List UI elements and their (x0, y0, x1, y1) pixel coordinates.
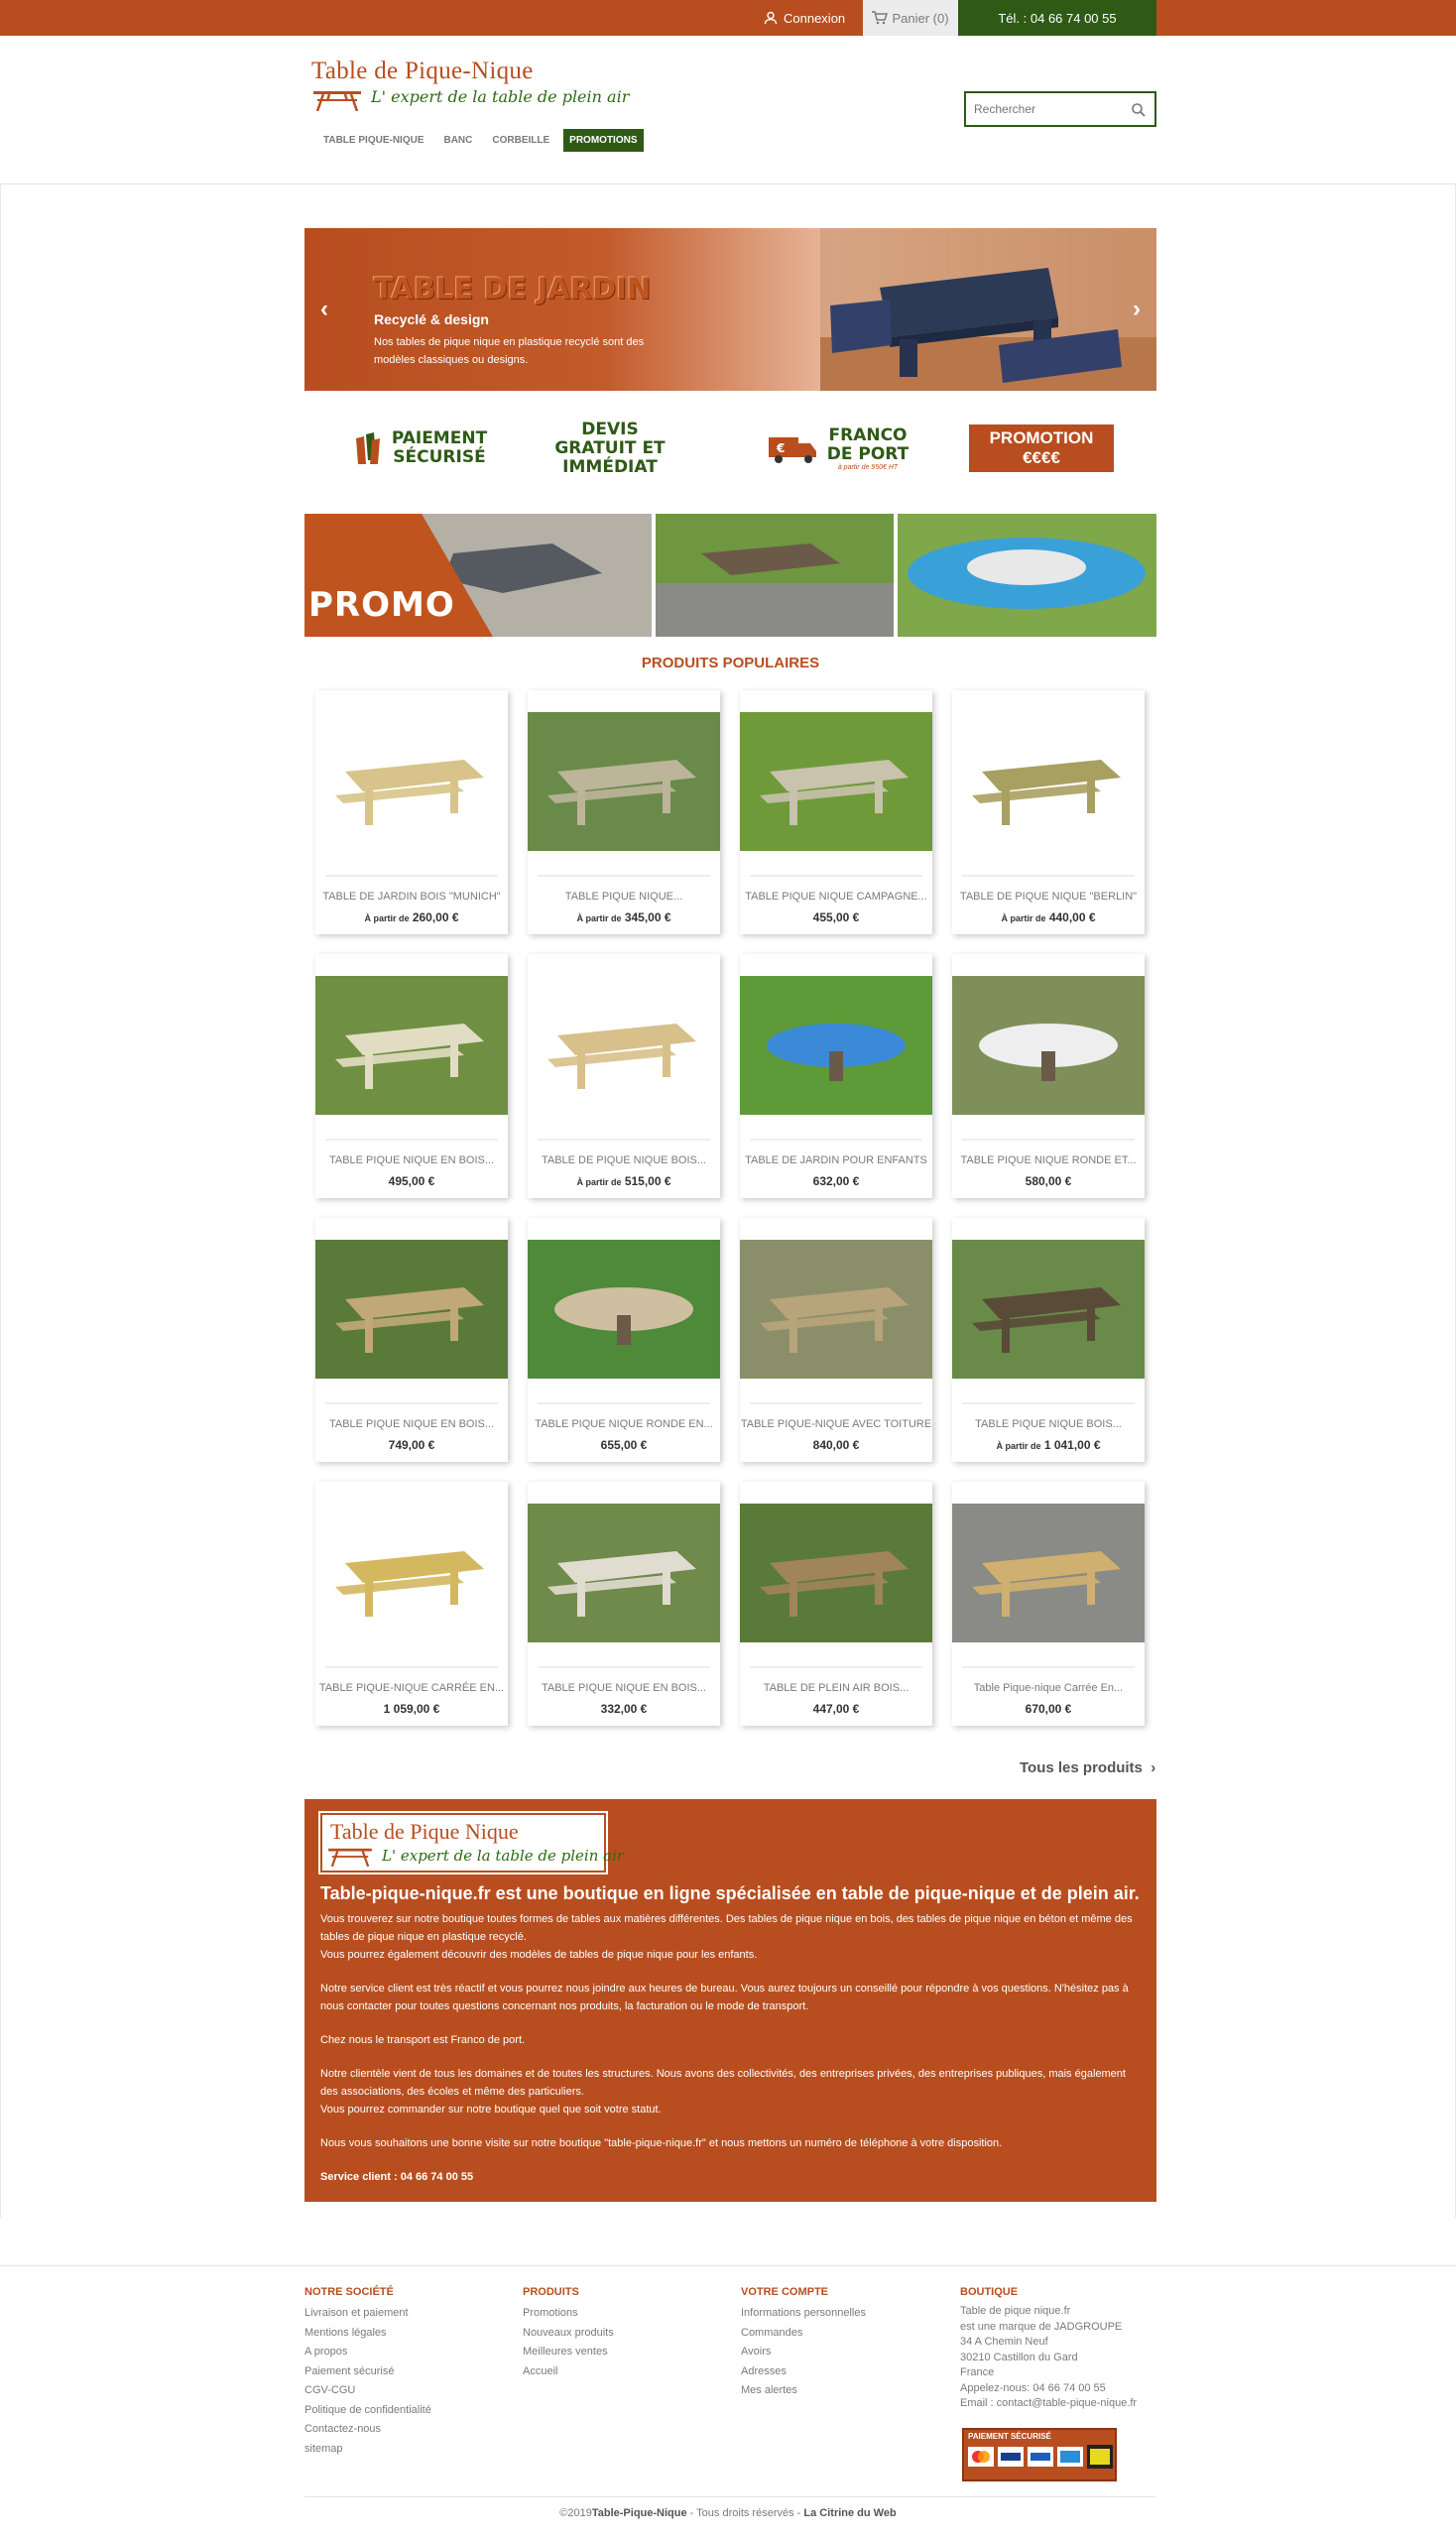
copyright-rest: - Tous droits réservés - (686, 2507, 804, 2519)
store-info-line: est une marque de JADGROUPE (960, 2320, 1123, 2333)
product-price (528, 1438, 720, 1452)
product-name[interactable]: TABLE PIQUE NIQUE RONDE EN... (535, 1418, 713, 1430)
feature-free-shipping (767, 417, 910, 480)
copyright-year: ©2019 (559, 2507, 592, 2519)
product-price (740, 1174, 932, 1188)
product-image[interactable] (528, 712, 720, 851)
product-price (315, 1174, 508, 1188)
footer-link[interactable]: Informations personnelles (741, 2307, 866, 2319)
product-card[interactable] (315, 690, 508, 934)
hero-slider (304, 228, 1156, 391)
card-divider (325, 1139, 498, 1141)
footer-link[interactable]: Paiement sécurisé (304, 2364, 395, 2377)
card-divider (750, 875, 922, 877)
logo-tagline: L' expert de la table de plein air (371, 87, 630, 106)
card-divider (750, 1139, 922, 1141)
promo-banner[interactable] (304, 514, 1156, 637)
about-p2: Notre service client est très réactif et vous pourrez nous joindre aux heures de bureau. Vous aurez toujours un conseillé pour répondre à vos questions. N'hésitez pas à nous contacter pour toutes questions concernant nos produits, la facturation ou le mode de transport. (320, 1983, 1129, 2012)
product-name[interactable]: TABLE PIQUE NIQUE BOIS... (975, 1418, 1122, 1430)
footer-link[interactable]: Commandes (741, 2326, 803, 2339)
about-p4: Notre clientèle vient de tous les domaines et de toutes les structures. Nous avons des collectivités, des entreprises privées, des entreprises publiques, mais également des associations, des écoles et même des particuliers. (320, 2068, 1126, 2098)
card-divider (538, 1666, 710, 1668)
card-divider (325, 1666, 498, 1668)
price-value: 515,00 € (624, 1174, 671, 1188)
footer-link[interactable]: Meilleures ventes (523, 2346, 608, 2358)
copyright-agency[interactable]: La Citrine du Web (803, 2507, 897, 2519)
product-card[interactable] (740, 1482, 932, 1726)
price-value: 455,00 € (812, 910, 860, 924)
footer-link[interactable]: Mentions légales (304, 2326, 387, 2339)
product-price (952, 1702, 1145, 1716)
nav-table-pique-nique[interactable]: TABLE PIQUE-NIQUE (323, 135, 425, 146)
card-divider (962, 1402, 1135, 1404)
footer-col-products-title: PRODUITS (523, 2286, 579, 2298)
product-image[interactable] (528, 976, 720, 1115)
product-image[interactable] (740, 712, 932, 851)
footer-link[interactable]: CGV-CGU (304, 2384, 356, 2396)
price-value: 580,00 € (1025, 1174, 1072, 1188)
feature-promotion-euros: €€€€ (1023, 448, 1060, 467)
product-card[interactable] (740, 690, 932, 934)
footer-col-company-title: NOTRE SOCIÉTÉ (304, 2286, 394, 2298)
product-name[interactable]: Table Pique-nique Carrée En... (973, 1682, 1124, 1694)
product-card[interactable] (315, 1482, 508, 1726)
price-value: 345,00 € (624, 910, 671, 924)
login-label: Connexion (784, 10, 846, 26)
card-divider (962, 1139, 1135, 1141)
site-logo[interactable] (311, 58, 630, 117)
footer-link[interactable]: sitemap (304, 2442, 343, 2455)
product-image[interactable] (952, 1240, 1145, 1379)
slider-next-arrow[interactable]: › (1133, 296, 1141, 322)
footer-col-company (304, 2286, 503, 2459)
store-info-line: Appelez-nous: 04 66 74 00 55 (960, 2381, 1106, 2394)
price-value: 632,00 € (812, 1174, 860, 1188)
picnic-table-icon (328, 1847, 372, 1867)
footer-col-products (523, 2286, 721, 2381)
product-name[interactable]: TABLE DE PLEIN AIR BOIS... (763, 1682, 910, 1694)
footer-col-account (741, 2286, 939, 2401)
product-image[interactable] (528, 1504, 720, 1642)
product-price (315, 1702, 508, 1716)
price-value: 260,00 € (412, 910, 459, 924)
top-bar (0, 0, 1456, 36)
card-logos-icon (966, 2443, 1115, 2473)
card-divider (538, 1139, 710, 1141)
footer-link[interactable]: Accueil (523, 2364, 558, 2377)
product-image[interactable] (740, 1504, 932, 1642)
cart-icon (872, 11, 888, 25)
product-card[interactable] (528, 690, 720, 934)
price-from-label: À partir de (576, 1177, 622, 1187)
card-divider (538, 1402, 710, 1404)
product-card[interactable] (315, 1218, 508, 1462)
card-divider (325, 875, 498, 877)
product-card[interactable] (315, 954, 508, 1198)
nav-promotions[interactable]: PROMOTIONS (563, 129, 643, 152)
feature-free-shipping-label: FRANCO DE PORT (826, 424, 910, 464)
feature-promotion-label: PROMOTION (989, 428, 1094, 447)
payment-icon (352, 430, 382, 466)
price-from-label: À partir de (576, 913, 622, 923)
price-from-label: À partir de (1001, 913, 1046, 923)
nav-banc[interactable]: BANC (443, 135, 473, 146)
product-price (952, 1438, 1145, 1452)
footer-col-store-title: BOUTIQUE (960, 2286, 1019, 2298)
product-price (740, 1438, 932, 1452)
about-p1b: Vous pourrez également découvrir des modèles de tables de pique nique pour les enfants. (320, 1949, 758, 1961)
product-name[interactable]: TABLE PIQUE NIQUE... (564, 891, 683, 903)
store-info-line: Email : contact@table-pique-nique.fr (960, 2397, 1138, 2409)
footer-link[interactable]: Promotions (523, 2307, 578, 2319)
slider-prev-arrow[interactable]: ‹ (320, 296, 328, 322)
picnic-table-icon (313, 89, 361, 111)
price-value: 1 059,00 € (383, 1702, 440, 1716)
product-image[interactable] (952, 976, 1145, 1115)
feature-secure-payment (352, 417, 489, 480)
slider-subtitle: Recyclé & design (374, 311, 489, 327)
product-card[interactable] (528, 1218, 720, 1462)
copyright-brand[interactable]: Table-Pique-Nique (591, 2507, 687, 2519)
product-image[interactable] (740, 976, 932, 1115)
cart-link[interactable] (863, 0, 958, 36)
price-from-label: À partir de (364, 913, 410, 923)
product-image[interactable] (952, 712, 1145, 851)
product-name[interactable]: TABLE PIQUE NIQUE RONDE ET... (960, 1154, 1137, 1166)
product-name[interactable]: TABLE PIQUE-NIQUE AVEC TOITURE (740, 1418, 932, 1430)
all-products-label: Tous les produits (1020, 1759, 1143, 1776)
product-card[interactable] (952, 1482, 1145, 1726)
price-value: 447,00 € (812, 1702, 860, 1716)
product-card[interactable] (528, 1482, 720, 1726)
card-divider (750, 1402, 922, 1404)
store-info-line: 34 A Chemin Neuf (960, 2336, 1048, 2348)
about-logo (320, 1813, 625, 1873)
about-body (320, 1910, 1144, 2202)
features-strip (304, 417, 1156, 480)
feature-free-quote-label: DEVIS GRATUIT ET IMMÉDIAT (554, 419, 666, 477)
footer-link[interactable]: Livraison et paiement (304, 2307, 409, 2319)
product-card[interactable] (528, 954, 720, 1198)
product-card[interactable] (952, 690, 1145, 934)
search-box (964, 91, 1156, 127)
footer-col-store (960, 2286, 1158, 2412)
product-price (740, 910, 932, 924)
product-name[interactable]: TABLE DE JARDIN POUR ENFANTS (745, 1154, 927, 1166)
product-name[interactable]: TABLE DE PIQUE NIQUE "BERLIN" (959, 891, 1138, 903)
feature-promotion[interactable] (969, 424, 1114, 472)
price-value: 332,00 € (600, 1702, 648, 1716)
product-price (952, 910, 1145, 924)
feature-free-shipping-sub: à partir de 950€ HT (837, 463, 899, 471)
product-name[interactable]: TABLE PIQUE-NIQUE CARRÉE EN... (318, 1682, 505, 1694)
footer-link[interactable]: Contactez-nous (304, 2423, 382, 2435)
about-p1: Vous trouverez sur notre boutique toutes formes de tables aux matières différentes. Des tables de pique nique en bois, des tables de pique nique en béton et même des tables de pique nique en plastique recyclé. (320, 1913, 1133, 1943)
nav-corbeille[interactable]: CORBEILLE (492, 135, 550, 146)
about-logo-title: Table de Pique Nique (330, 1819, 519, 1844)
price-value: 440,00 € (1048, 910, 1096, 924)
product-card[interactable] (952, 1218, 1145, 1462)
product-image[interactable] (315, 1504, 508, 1642)
product-price (315, 910, 508, 924)
all-products-link[interactable] (1020, 1759, 1155, 1776)
card-divider (962, 875, 1135, 877)
truck-icon (767, 431, 818, 465)
search-input[interactable] (974, 100, 1123, 118)
price-value: 495,00 € (388, 1174, 435, 1188)
secure-payment-badge (962, 2428, 1117, 2481)
slider-image (820, 228, 1156, 391)
footer-link[interactable]: Nouveaux produits (523, 2326, 614, 2339)
footer-link[interactable]: Avoirs (741, 2346, 772, 2358)
product-price (528, 910, 720, 924)
product-card[interactable] (740, 1218, 932, 1462)
chevron-right-icon: › (1147, 1759, 1156, 1776)
price-value: 655,00 € (600, 1438, 648, 1452)
product-price (528, 1174, 720, 1188)
about-p4b: Vous pourrez commander sur notre boutique quel que soit votre statut. (320, 2104, 662, 2116)
card-divider (325, 1402, 498, 1404)
product-name[interactable]: TABLE PIQUE NIQUE EN BOIS... (328, 1418, 495, 1430)
secure-payment-badge-label: PAIEMENT SÉCURISÉ (968, 2432, 1051, 2441)
card-divider (538, 875, 710, 877)
product-name[interactable]: TABLE PIQUE NIQUE CAMPAGNE... (745, 891, 927, 903)
product-card[interactable] (740, 954, 932, 1198)
product-name[interactable]: TABLE PIQUE NIQUE EN BOIS... (328, 1154, 495, 1166)
price-value: 840,00 € (812, 1438, 860, 1452)
footer-col-account-title: VOTRE COMPTE (741, 2286, 829, 2298)
promo-banner-text: PROMO (308, 585, 455, 625)
product-price (528, 1702, 720, 1716)
logo-title: Table de Pique-Nique (311, 58, 534, 84)
copyright (0, 2507, 1456, 2519)
footer-divider (304, 2496, 1156, 2497)
product-name[interactable]: TABLE DE JARDIN BOIS "MUNICH" (322, 891, 501, 903)
main-nav (317, 129, 644, 152)
about-p5: Nous vous souhaitons une bonne visite sur notre boutique "table-pique-nique.fr" et nous mettons un numéro de téléphone à votre disposition. (320, 2137, 1003, 2149)
product-price (952, 1174, 1145, 1188)
product-image[interactable] (528, 1240, 720, 1379)
popular-products-title: PRODUITS POPULAIRES (641, 655, 820, 671)
price-value: 670,00 € (1025, 1702, 1072, 1716)
svg-text:€: € (777, 441, 786, 455)
slider-title: TABLE DE JARDIN (374, 272, 652, 305)
product-image[interactable] (315, 1240, 508, 1379)
cart-label: Panier (0) (892, 10, 949, 26)
card-divider (962, 1666, 1135, 1668)
product-image[interactable] (315, 976, 508, 1115)
about-section (304, 1799, 1156, 2202)
search-icon[interactable] (1131, 102, 1147, 118)
price-value: 1 041,00 € (1043, 1438, 1101, 1452)
user-icon (764, 11, 778, 25)
footer-link[interactable]: Politique de confidentialité (304, 2403, 431, 2416)
product-image[interactable] (740, 1240, 932, 1379)
footer-link[interactable]: A propos (304, 2346, 348, 2358)
store-info-line: Table de pique nique.fr (960, 2305, 1071, 2317)
price-from-label: À partir de (996, 1441, 1041, 1451)
footer-link[interactable]: Mes alertes (741, 2384, 797, 2396)
about-p6: Service client : 04 66 74 00 55 (320, 2171, 474, 2183)
feature-free-quote (541, 417, 679, 480)
product-name[interactable]: TABLE DE PIQUE NIQUE BOIS... (541, 1154, 707, 1166)
phone-number[interactable]: Tél. : 04 66 74 00 55 (958, 0, 1156, 36)
product-price (315, 1438, 508, 1452)
product-price (740, 1702, 932, 1716)
product-image[interactable] (952, 1504, 1145, 1642)
slider-text: Nos tables de pique nique en plastique recyclé sont des modèles classiques ou designs. (374, 336, 645, 366)
about-heading: Table-pique-nique.fr est une boutique en ligne spécialisée en table de pique-nique et de plein air. (320, 1883, 1140, 1903)
product-card[interactable] (952, 954, 1145, 1198)
product-name[interactable]: TABLE PIQUE NIQUE EN BOIS... (541, 1682, 707, 1694)
price-value: 749,00 € (388, 1438, 435, 1452)
product-image[interactable] (315, 712, 508, 851)
footer-link[interactable]: Adresses (741, 2364, 787, 2377)
card-divider (750, 1666, 922, 1668)
login-link[interactable] (764, 0, 845, 36)
about-logo-tagline: L' expert de la table de plein air (382, 1847, 625, 1865)
site-footer (0, 2265, 1456, 2539)
about-p3: Chez nous le transport est Franco de port. (320, 2034, 526, 2046)
store-info-line: 30210 Castillon du Gard (960, 2351, 1078, 2363)
feature-secure-payment-label: PAIEMENT SÉCURISÉ (391, 428, 488, 467)
site-header (0, 36, 1456, 184)
store-info-line: France (960, 2366, 995, 2378)
